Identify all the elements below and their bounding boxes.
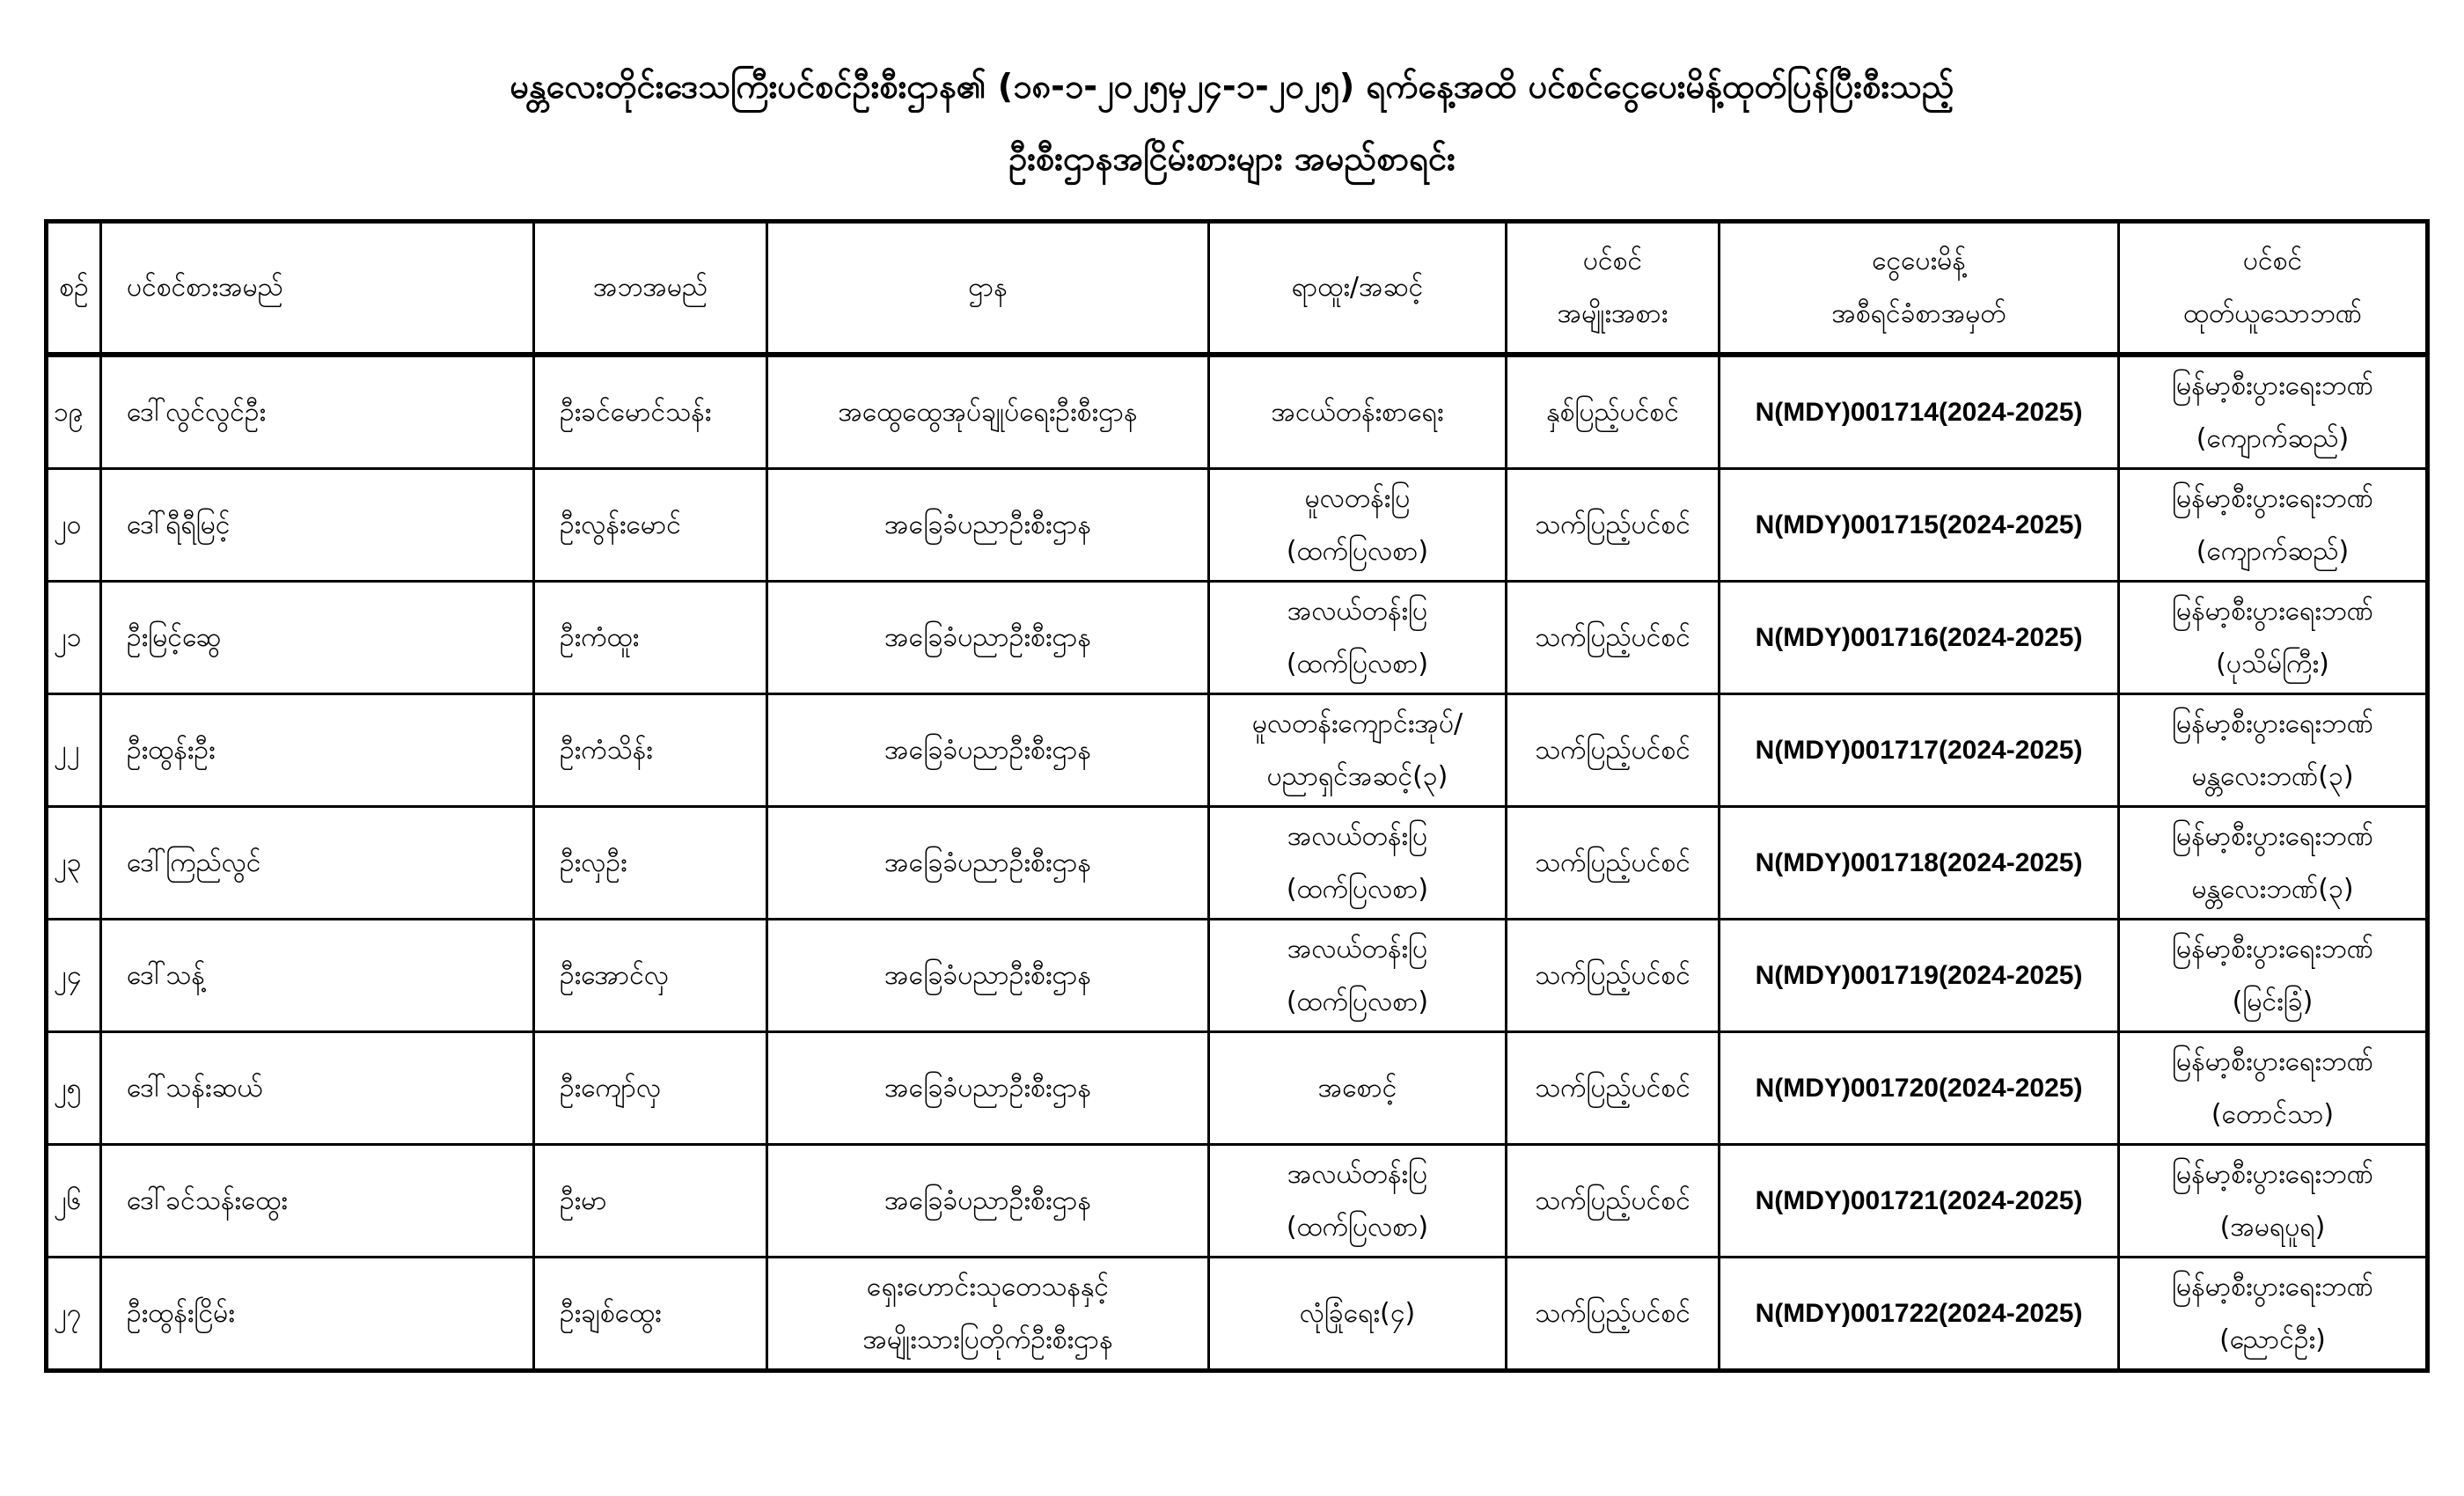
pension-type: သက်ပြည့်ပင်စင် <box>1507 469 1720 582</box>
payout-bank <box>2119 920 2428 1032</box>
table-row <box>47 694 2428 807</box>
department-line-1: အခြေခံပညာဦးစီးဌာန <box>884 621 1091 653</box>
row-number: ၂၄ <box>47 920 101 1032</box>
payout-bank-line-2: မန္တလေးဘဏ်(၃) <box>2191 873 2354 905</box>
row-number: ၂၇ <box>47 1258 101 1371</box>
table-row <box>47 469 2428 582</box>
pensioner-name: ဒေါ်ကြည်လွင် <box>101 807 534 920</box>
pension-type: သက်ပြည့်ပင်စင် <box>1507 920 1720 1032</box>
father-name: ဦးလွန်းမောင် <box>534 469 767 582</box>
payout-bank-line-1: မြန်မာ့စီးပွားရေးဘဏ် <box>2172 370 2373 401</box>
department-line-1: ရှေးဟောင်းသုတေသနနှင့် <box>866 1271 1110 1302</box>
rank <box>1209 1145 1507 1258</box>
pensioner-name: ဒေါ်ရီရီမြင့် <box>101 469 534 582</box>
father-name: ဦးခင်မောင်သန်း <box>534 355 767 469</box>
payout-bank-line-2: (ကျောက်ဆည်) <box>2196 422 2350 454</box>
department <box>767 694 1209 807</box>
father-name: ဦးကံထူး <box>534 582 767 694</box>
order-number: N(MDY)001714(2024-2025) <box>1720 355 2119 469</box>
rank <box>1209 582 1507 694</box>
row-number: ၂၁ <box>47 582 101 694</box>
rank-line-1: မူလတန်းပြ <box>1304 482 1411 514</box>
rank-line-1: လုံခြုံရေး(၄) <box>1299 1297 1416 1329</box>
order-number: N(MDY)001718(2024-2025) <box>1720 807 2119 920</box>
payout-bank-line-1: မြန်မာ့စီးပွားရေးဘဏ် <box>2172 1271 2373 1302</box>
payout-bank <box>2119 582 2428 694</box>
rank-line-1: အစောင့် <box>1317 1072 1397 1104</box>
payout-bank <box>2119 1145 2428 1258</box>
payout-bank-line-1: မြန်မာ့စီးပွားရေးဘဏ် <box>2172 1158 2373 1190</box>
table-row <box>47 355 2428 469</box>
rank-line-1: အငယ်တန်းစာရေး <box>1271 396 1444 428</box>
header-bank <box>2119 222 2428 356</box>
department-line-1: အခြေခံပညာဦးစီးဌာန <box>884 847 1091 878</box>
payout-bank-line-2: (ညောင်ဦး) <box>2219 1324 2326 1355</box>
order-number: N(MDY)001716(2024-2025) <box>1720 582 2119 694</box>
table-row <box>47 1032 2428 1145</box>
pension-type: သက်ပြည့်ပင်စင် <box>1507 1032 1720 1145</box>
rank <box>1209 920 1507 1032</box>
header-no: စဉ် <box>47 222 101 356</box>
department <box>767 1145 1209 1258</box>
payout-bank-line-2: (ကျောက်ဆည်) <box>2196 535 2350 567</box>
department <box>767 469 1209 582</box>
rank-line-2: (ထက်ပြလစာ) <box>1286 648 1429 679</box>
pension-type: သက်ပြည့်ပင်စင် <box>1507 1258 1720 1371</box>
department-line-1: အခြေခံပညာဦးစီးဌာန <box>884 1184 1091 1216</box>
pensioner-name: ဒေါ်လွင်လွင်ဦး <box>101 355 534 469</box>
department <box>767 355 1209 469</box>
header-order-number-line-2: အစီရင်ခံစာအမှတ် <box>1831 298 2006 329</box>
payout-bank-line-2: (တောင်သာ) <box>2211 1098 2335 1130</box>
rank-line-1: အလယ်တန်းပြ <box>1287 1158 1428 1190</box>
header-pension-type-line-1: ပင်စင် <box>1582 246 1643 276</box>
pensioner-table <box>44 219 2430 1373</box>
header-order-number <box>1720 222 2119 356</box>
department <box>767 582 1209 694</box>
order-number: N(MDY)001717(2024-2025) <box>1720 694 2119 807</box>
rank <box>1209 469 1507 582</box>
pension-type: သက်ပြည့်ပင်စင် <box>1507 582 1720 694</box>
department-line-1: အခြေခံပညာဦးစီးဌာန <box>884 1072 1091 1104</box>
department <box>767 807 1209 920</box>
payout-bank <box>2119 694 2428 807</box>
department <box>767 1258 1209 1371</box>
payout-bank-line-2: (အမရပူရ) <box>2219 1211 2326 1243</box>
order-number: N(MDY)001715(2024-2025) <box>1720 469 2119 582</box>
table-row <box>47 1145 2428 1258</box>
payout-bank-line-1: မြန်မာ့စီးပွားရေးဘဏ် <box>2172 482 2373 514</box>
department <box>767 920 1209 1032</box>
rank-line-2: (ထက်ပြလစာ) <box>1286 1211 1429 1243</box>
father-name: ဦးအောင်လှ <box>534 920 767 1032</box>
rank <box>1209 355 1507 469</box>
row-number: ၂၆ <box>47 1145 101 1258</box>
pensioner-name: ဦးထွန်းဦး <box>101 694 534 807</box>
father-name: ဦးကျော်လှ <box>534 1032 767 1145</box>
department <box>767 1032 1209 1145</box>
row-number: ၁၉ <box>47 355 101 469</box>
payout-bank <box>2119 355 2428 469</box>
row-number: ၂၂ <box>47 694 101 807</box>
rank-line-1: မူလတန်းကျောင်းအုပ်/ <box>1251 708 1463 739</box>
row-number: ၂၃ <box>47 807 101 920</box>
order-number: N(MDY)001722(2024-2025) <box>1720 1258 2119 1371</box>
rank-line-1: အလယ်တန်းပြ <box>1287 820 1428 852</box>
rank <box>1209 694 1507 807</box>
rank <box>1209 1032 1507 1145</box>
father-name: ဦးမာ <box>534 1145 767 1258</box>
payout-bank-line-2: (မြင်းခြံ) <box>2232 986 2314 1017</box>
pensioner-name: ဒေါ်သန့် <box>101 920 534 1032</box>
department-line-1: အခြေခံပညာဦးစီးဌာန <box>884 509 1091 540</box>
payout-bank-line-2: (ပုသိမ်ကြီး) <box>2216 648 2329 679</box>
pension-type: သက်ပြည့်ပင်စင် <box>1507 807 1720 920</box>
document-title-line-2: ဦးစီးဌာနအငြိမ်းစားများ အမည်စာရင်း <box>1008 139 1456 178</box>
table-row <box>47 1258 2428 1371</box>
table-header-row <box>47 222 2428 356</box>
father-name: ဦးကံသိန်း <box>534 694 767 807</box>
pensioner-name: ဒေါ်ခင်သန်းထွေး <box>101 1145 534 1258</box>
rank <box>1209 807 1507 920</box>
payout-bank-line-1: မြန်မာ့စီးပွားရေးဘဏ် <box>2172 708 2373 739</box>
rank-line-1: အလယ်တန်းပြ <box>1287 933 1428 964</box>
rank-line-2: (ထက်ပြလစာ) <box>1286 986 1429 1017</box>
table-row <box>47 807 2428 920</box>
department-line-1: အခြေခံပညာဦးစီးဌာန <box>884 734 1091 766</box>
table-row <box>47 920 2428 1032</box>
header-bank-line-1: ပင်စင် <box>2242 246 2303 276</box>
payout-bank-line-1: မြန်မာ့စီးပွားရေးဘဏ် <box>2172 1045 2373 1077</box>
header-pension-type-line-2: အမျိုးအစား <box>1557 298 1668 329</box>
header-pensioner-name: ပင်စင်စားအမည် <box>101 222 534 356</box>
order-number: N(MDY)001720(2024-2025) <box>1720 1032 2119 1145</box>
department-line-2: အမျိုးသားပြတိုက်ဦးစီးဌာန <box>862 1324 1113 1355</box>
payout-bank-line-1: မြန်မာ့စီးပွားရေးဘဏ် <box>2172 820 2373 852</box>
rank-line-2: (ထက်ပြလစာ) <box>1286 873 1429 905</box>
payout-bank-line-1: မြန်မာ့စီးပွားရေးဘဏ် <box>2172 933 2373 964</box>
payout-bank <box>2119 1032 2428 1145</box>
document-title-line-1: မန္တလေးတိုင်းဒေသကြီးပင်စင်ဦးစီးဌာန၏ (၁၈-၁-၂၀၂၅မှ၂၄-၁-၂၀၂၅) ရက်နေ့အထိ ပင်စင်ငွေပေးမိန့်ထုတ်ပြန်ပြီးစီးသည့် <box>510 67 1954 106</box>
header-father-name: အဘအမည် <box>534 222 767 356</box>
payout-bank <box>2119 807 2428 920</box>
father-name: ဦးချစ်ထွေး <box>534 1258 767 1371</box>
row-number: ၂၀ <box>47 469 101 582</box>
payout-bank-line-1: မြန်မာ့စီးပွားရေးဘဏ် <box>2172 595 2373 627</box>
header-pension-type <box>1507 222 1720 356</box>
header-order-number-line-1: ငွေပေးမိန့် <box>1872 246 1966 276</box>
order-number: N(MDY)001719(2024-2025) <box>1720 920 2119 1032</box>
payout-bank <box>2119 469 2428 582</box>
table-row <box>47 582 2428 694</box>
order-number: N(MDY)001721(2024-2025) <box>1720 1145 2119 1258</box>
payout-bank-line-2: မန္တလေးဘဏ်(၃) <box>2191 760 2354 792</box>
rank-line-2: (ထက်ပြလစာ) <box>1286 535 1429 567</box>
header-department: ဌာန <box>767 222 1209 356</box>
payout-bank <box>2119 1258 2428 1371</box>
pensioner-name: ဒေါ်သန်းဆယ် <box>101 1032 534 1145</box>
rank-line-2: ပညာရှင်အဆင့်(၃) <box>1266 760 1448 792</box>
header-rank: ရာထူး/အဆင့် <box>1209 222 1507 356</box>
pensioner-name: ဦးမြင့်ဆွေ <box>101 582 534 694</box>
father-name: ဦးလှဦး <box>534 807 767 920</box>
pensioner-name: ဦးထွန်းငြိမ်း <box>101 1258 534 1371</box>
pension-type: သက်ပြည့်ပင်စင် <box>1507 694 1720 807</box>
header-bank-line-2: ထုတ်ယူသောဘဏ် <box>2183 298 2362 329</box>
department-line-1: အခြေခံပညာဦးစီးဌာန <box>884 959 1091 991</box>
rank-line-1: အလယ်တန်းပြ <box>1287 595 1428 627</box>
department-line-1: အထွေထွေအုပ်ချုပ်ရေးဦးစီးဌာန <box>838 396 1138 428</box>
pension-type: နှစ်ပြည့်ပင်စင် <box>1507 355 1720 469</box>
row-number: ၂၅ <box>47 1032 101 1145</box>
rank <box>1209 1258 1507 1371</box>
pension-type: သက်ပြည့်ပင်စင် <box>1507 1145 1720 1258</box>
table-body <box>47 355 2428 1371</box>
